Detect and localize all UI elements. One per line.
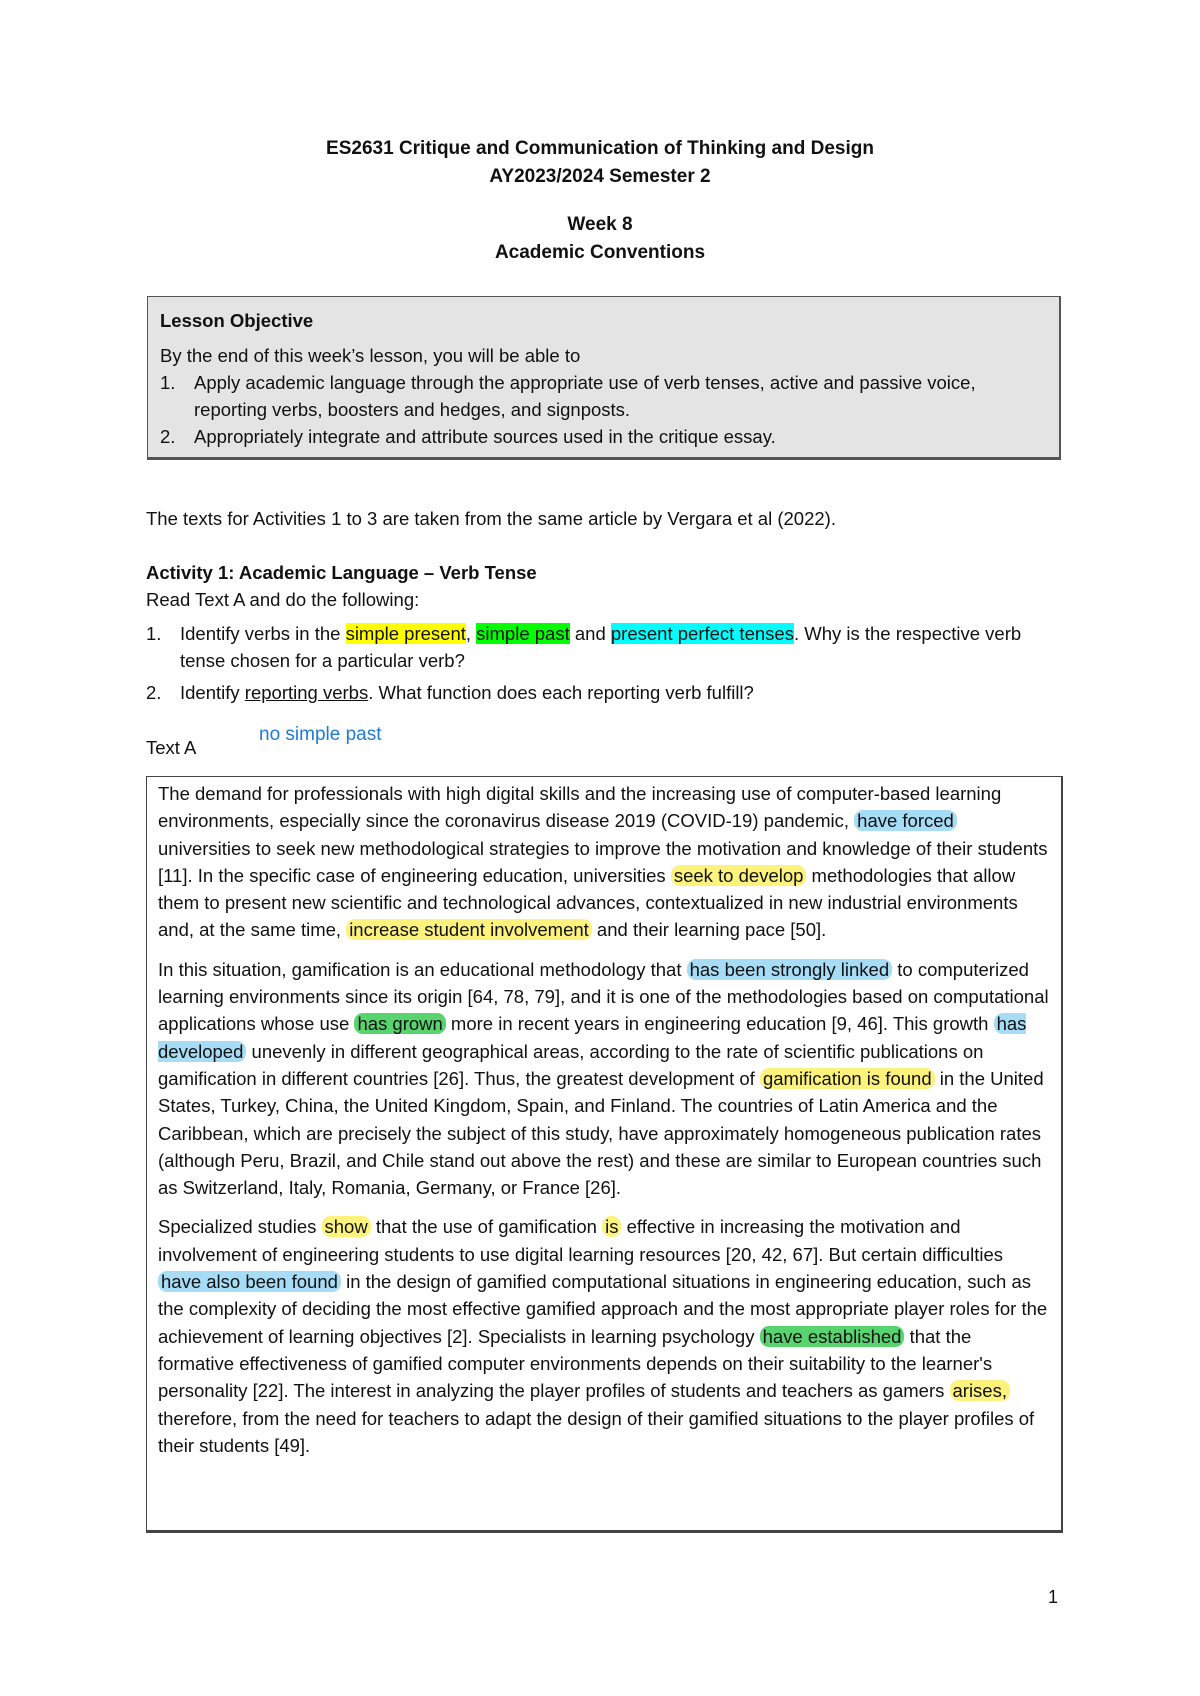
activity-tasks <box>146 620 1066 706</box>
highlighted-verb-blue: have forced <box>854 810 957 831</box>
highlighted-verb-blue: has been strongly linked <box>687 959 893 980</box>
objective-number: 2. <box>160 426 176 447</box>
objective-item <box>160 423 1047 450</box>
objective-item <box>160 369 1047 423</box>
intro-text: The texts for Activities 1 to 3 are taken from the same article by Vergara et al (2022). <box>146 508 836 529</box>
text-segment: in the design of gamified computational situations in engineering education, such as the complexity of deciding the most effective gamified approach and the most appropriate player roles for the achievement of learning objectives [2]. Specialists in learning psychology <box>158 1271 1048 1347</box>
task-text-post: . What function does each reporting verb fulfill? <box>368 682 754 703</box>
text-segment: that the use of gamification <box>370 1216 603 1238</box>
task-text-pre: Identify <box>180 682 245 703</box>
task-text-sep: and <box>569 623 611 644</box>
task-text-sep: , <box>465 623 477 644</box>
topic-title: Academic Conventions <box>494 242 706 263</box>
text-segment: universities to seek new methodological strategies to improve the motivation and knowledge of their students [11]. In the specific case of engineering education, universities <box>158 837 1048 886</box>
highlighted-verb-yellow: increase student involvement <box>346 919 592 940</box>
objective-text: Apply academic language through the appropriate use of verb tenses, active and passive voice, reporting verbs, boosters and hedges, and signposts. <box>194 372 976 420</box>
task-number: 2. <box>146 682 162 703</box>
activity-instruction: Read Text A and do the following: <box>146 589 420 610</box>
task-text-pre: Identify verbs in the <box>180 623 346 644</box>
text-segment: in the United States, Turkey, China, the United Kingdom, Spain, and Finland. The countries of Latin America and the Caribbean, which are precisely the subject of this study, have approximately homogeneous publication rates (although Peru, Brazil, and Chile stand out above the rest) and these are similar to European countries such as Switzerland, Italy, Romania, Germany, or France [26]. <box>158 1067 1044 1199</box>
text-a-paragraph-3 <box>158 1213 1050 1459</box>
task-list <box>146 620 1066 706</box>
text-segment: unevenly in different geographical areas, according to the rate of scientific publications on gamification in different countries [26]. Thus, the greatest development of <box>158 1040 984 1089</box>
lesson-objective-box <box>147 296 1061 460</box>
semester-title: AY2023/2024 Semester 2 <box>489 166 711 187</box>
annotation-note: no simple past <box>259 724 382 745</box>
text-segment: Specialized studies <box>158 1216 322 1238</box>
highlighted-verb-yellow: show <box>322 1216 371 1237</box>
objective-number: 1. <box>160 372 176 393</box>
highlighted-verb-blue: has developed <box>158 1013 1027 1062</box>
simple-present-highlight: simple present <box>345 623 466 644</box>
objective-list <box>160 369 1047 450</box>
text-segment: and their learning pace [50]. <box>591 919 827 941</box>
task-item <box>146 679 1066 706</box>
text-segment: to computerized learning environments since its origin [64, 78, 79], and it is one of the methodologies based on computational applications whose use <box>158 958 1049 1035</box>
text-a-label: Text A <box>146 737 197 758</box>
page-number: 1 <box>1048 1587 1059 1607</box>
text-a-box <box>146 776 1063 1533</box>
task-item <box>146 620 1066 674</box>
text-segment: more in recent years in engineering education [9, 46]. This growth <box>445 1013 994 1035</box>
highlighted-verb-yellow: arises, <box>950 1380 1011 1401</box>
objective-intro: By the end of this week’s lesson, you will be able to <box>160 345 581 366</box>
highlighted-verb-yellow: seek to develop <box>671 865 807 886</box>
task-text-post: . Why is the respective verb tense chosen for a particular verb? <box>180 623 1022 671</box>
text-segment: methodologies that allow them to present new scientific and technological advances, contextualized in new industrial environments and, at the same time, <box>158 864 1018 941</box>
objective-text: Appropriately integrate and attribute sources used in the critique essay. <box>194 426 776 447</box>
reporting-verbs-underline: reporting verbs <box>244 682 369 703</box>
highlighted-verb-yellow: is <box>602 1216 621 1237</box>
text-segment: The demand for professionals with high digital skills and the increasing use of computer-based learning environments, especially since the coronavirus disease 2019 (COVID-19) pandemic, <box>158 783 1002 832</box>
highlighted-verb-green: has grown <box>354 1013 445 1034</box>
objective-heading: Lesson Objective <box>160 310 314 331</box>
highlighted-verb-yellow: gamification is found <box>760 1068 935 1089</box>
text-segment: that the formative effectiveness of gamified computer environments depends on their suitability to the learner's personality [22]. The interest in analyzing the player profiles of students and teachers as gamers <box>158 1325 993 1402</box>
task-number: 1. <box>146 623 162 644</box>
highlighted-verb-blue: have also been found <box>158 1271 341 1292</box>
text-segment: In this situation, gamification is an educational methodology that <box>158 958 687 980</box>
text-segment: therefore, from the need for teachers to adapt the design of their gamified situations to the player profiles of their students [49]. <box>158 1407 1035 1456</box>
highlighted-verb-green: have established <box>760 1326 905 1347</box>
activity-title: Activity 1: Academic Language – Verb Tense <box>146 562 537 583</box>
text-a-paragraph-2 <box>158 956 1050 1202</box>
text-segment: effective in increasing the motivation and involvement of engineering students to use digital learning resources [20, 42, 67]. But certain difficulties <box>158 1216 1003 1265</box>
text-a-paragraph-1 <box>158 780 1050 944</box>
present-perfect-highlight: present perfect tenses <box>610 623 794 644</box>
week-title: Week 8 <box>567 214 633 235</box>
simple-past-highlight: simple past <box>476 623 570 644</box>
course-title: ES2631 Critique and Communication of Thinking and Design <box>326 138 874 159</box>
